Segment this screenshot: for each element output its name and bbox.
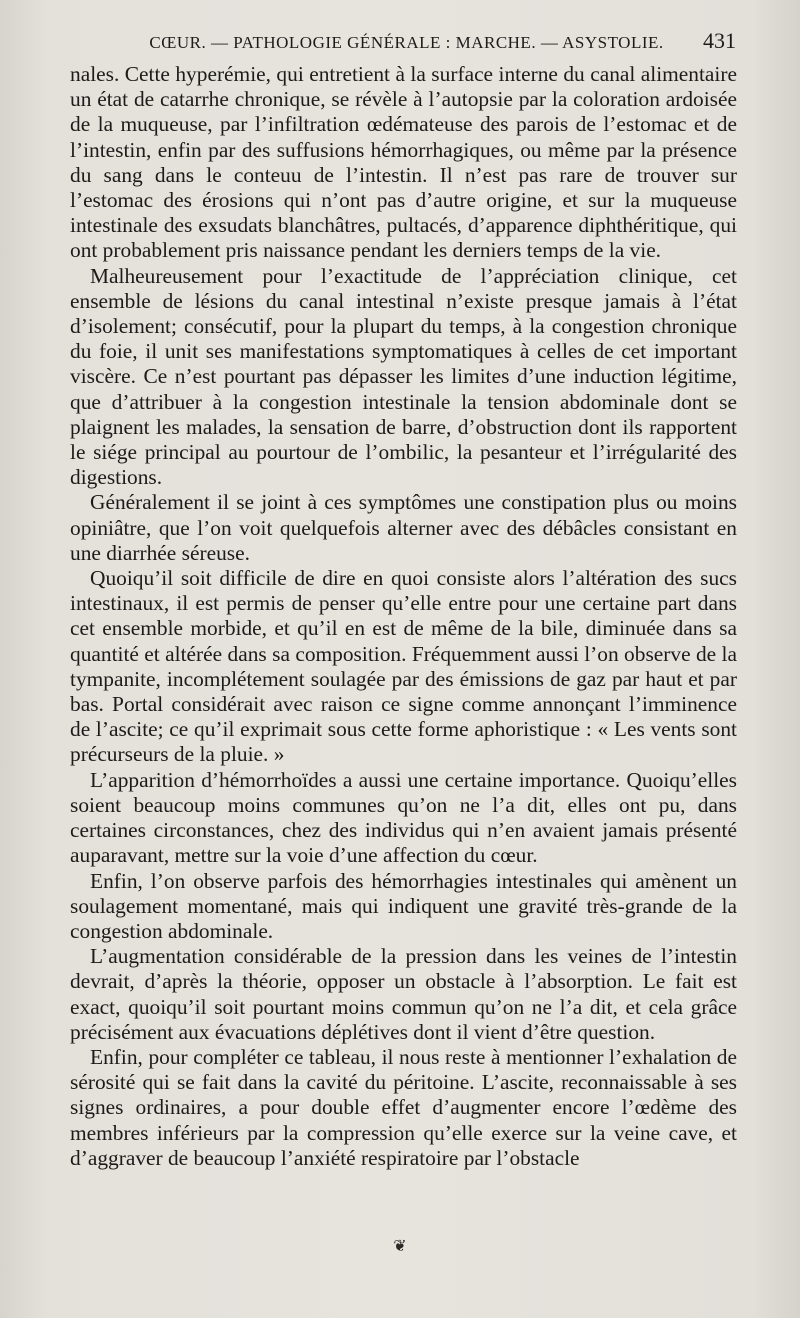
body-text — [70, 62, 737, 1171]
paragraph: L’apparition d’hémorrhoïdes a aussi une certaine importance. Quoiqu’elles soient beaucoup moins communes qu’on ne l’a dit, elles ont pu, dans certaines circonstances, chez des individus qui n’en avaient jamais présenté auparavant, mettre sur la voie d’une affection du cœur. — [70, 767, 737, 868]
paragraph: nales. Cette hyperémie, qui entretient à la surface interne du canal alimentaire un état de catarrhe chronique, se révèle à l’autopsie par la coloration ardoisée de la muqueuse, par l’infiltration œdémateuse des parois de l’estomac et de l’intestin, enfin par des suffusions hémorrhagiques, ou même par la présence du sang dans le conteuu de l’intestin. Il n’est pas rare de trouver sur l’estomac des érosions qui n’ont pas d’autre origine, et sur la muqueuse intestinale des exsudats blanchâtres, pultacés, d’apparence diphthéritique, qui ont probablement pris naissance pendant les derniers temps de la vie. — [70, 62, 737, 263]
page-header — [70, 28, 736, 62]
printer-mark-icon: ❦ — [393, 1238, 407, 1255]
paragraph: Quoiqu’il soit difficile de dire en quoi consiste alors l’altération des sucs intestinaux, il est permis de penser qu’elle entre pour une certaine part dans cet ensemble morbide, et qu’il en est de même de la bile, diminuée dans sa quantité et altérée dans sa composition. Fréquemment aussi l’on observe de la tympanite, incomplétement soulagée par des émissions de gaz par haut et par bas. Portal considérait avec raison ce signe comme annonçant l’imminence de l’ascite; ce qu’il exprimait sous cette forme aphoristique : « Les vents sont précurseurs de la pluie. » — [70, 566, 737, 767]
page-footer — [0, 1236, 800, 1256]
page-number: 431 — [703, 28, 736, 53]
running-head: CŒUR. — PATHOLOGIE GÉNÉRALE : MARCHE. — ASYSTOLIE. — [149, 33, 664, 52]
paragraph: Enfin, l’on observe parfois des hémorrhagies intestinales qui amènent un soulagement momentané, mais qui indiquent une gravité très-grande de la congestion abdominale. — [70, 868, 737, 943]
paragraph: L’augmentation considérable de la pression dans les veines de l’intestin devrait, d’après la théorie, opposer un obstacle à l’absorption. Le fait est exact, quoiqu’il soit pourtant moins commun qu’on ne l’a dit, et cela grâce précisément aux évacuations déplétives dont il vient d’être question. — [70, 944, 737, 1044]
paragraph: Généralement il se joint à ces symptômes une constipation plus ou moins opiniâtre, que l’on voit quelquefois alterner avec des débâcles consistant en une diarrhée séreuse. — [70, 490, 737, 565]
paragraph: Enfin, pour compléter ce tableau, il nous reste à mentionner l’exhalation de sérosité qui se fait dans la cavité du péritoine. L’ascite, reconnaissable à ses signes ordinaires, a pour double effet d’augmenter encore l’œdème des membres inférieurs par la compression qu’elle exerce sur la veine cave, et d’aggraver de beaucoup l’anxiété respiratoire par l’obstacle — [70, 1044, 737, 1170]
paragraph: Malheureusement pour l’exactitude de l’appréciation clinique, cet ensemble de lésions du canal intestinal n’existe presque jamais à l’état d’isolement; consécutif, pour la plupart du temps, à la congestion chronique du foie, il unit ses manifestations symptomatiques à celles de cet important viscère. Ce n’est pourtant pas dépasser les limites d’une induction légitime, que d’attribuer à la congestion intestinale la tension abdominale dont se plaignent les malades, la sensation de barre, d’obstruction dont ils rapportent le siége principal au pourtour de l’ombilic, la pesanteur et l’irrégularité des digestions. — [70, 263, 737, 490]
